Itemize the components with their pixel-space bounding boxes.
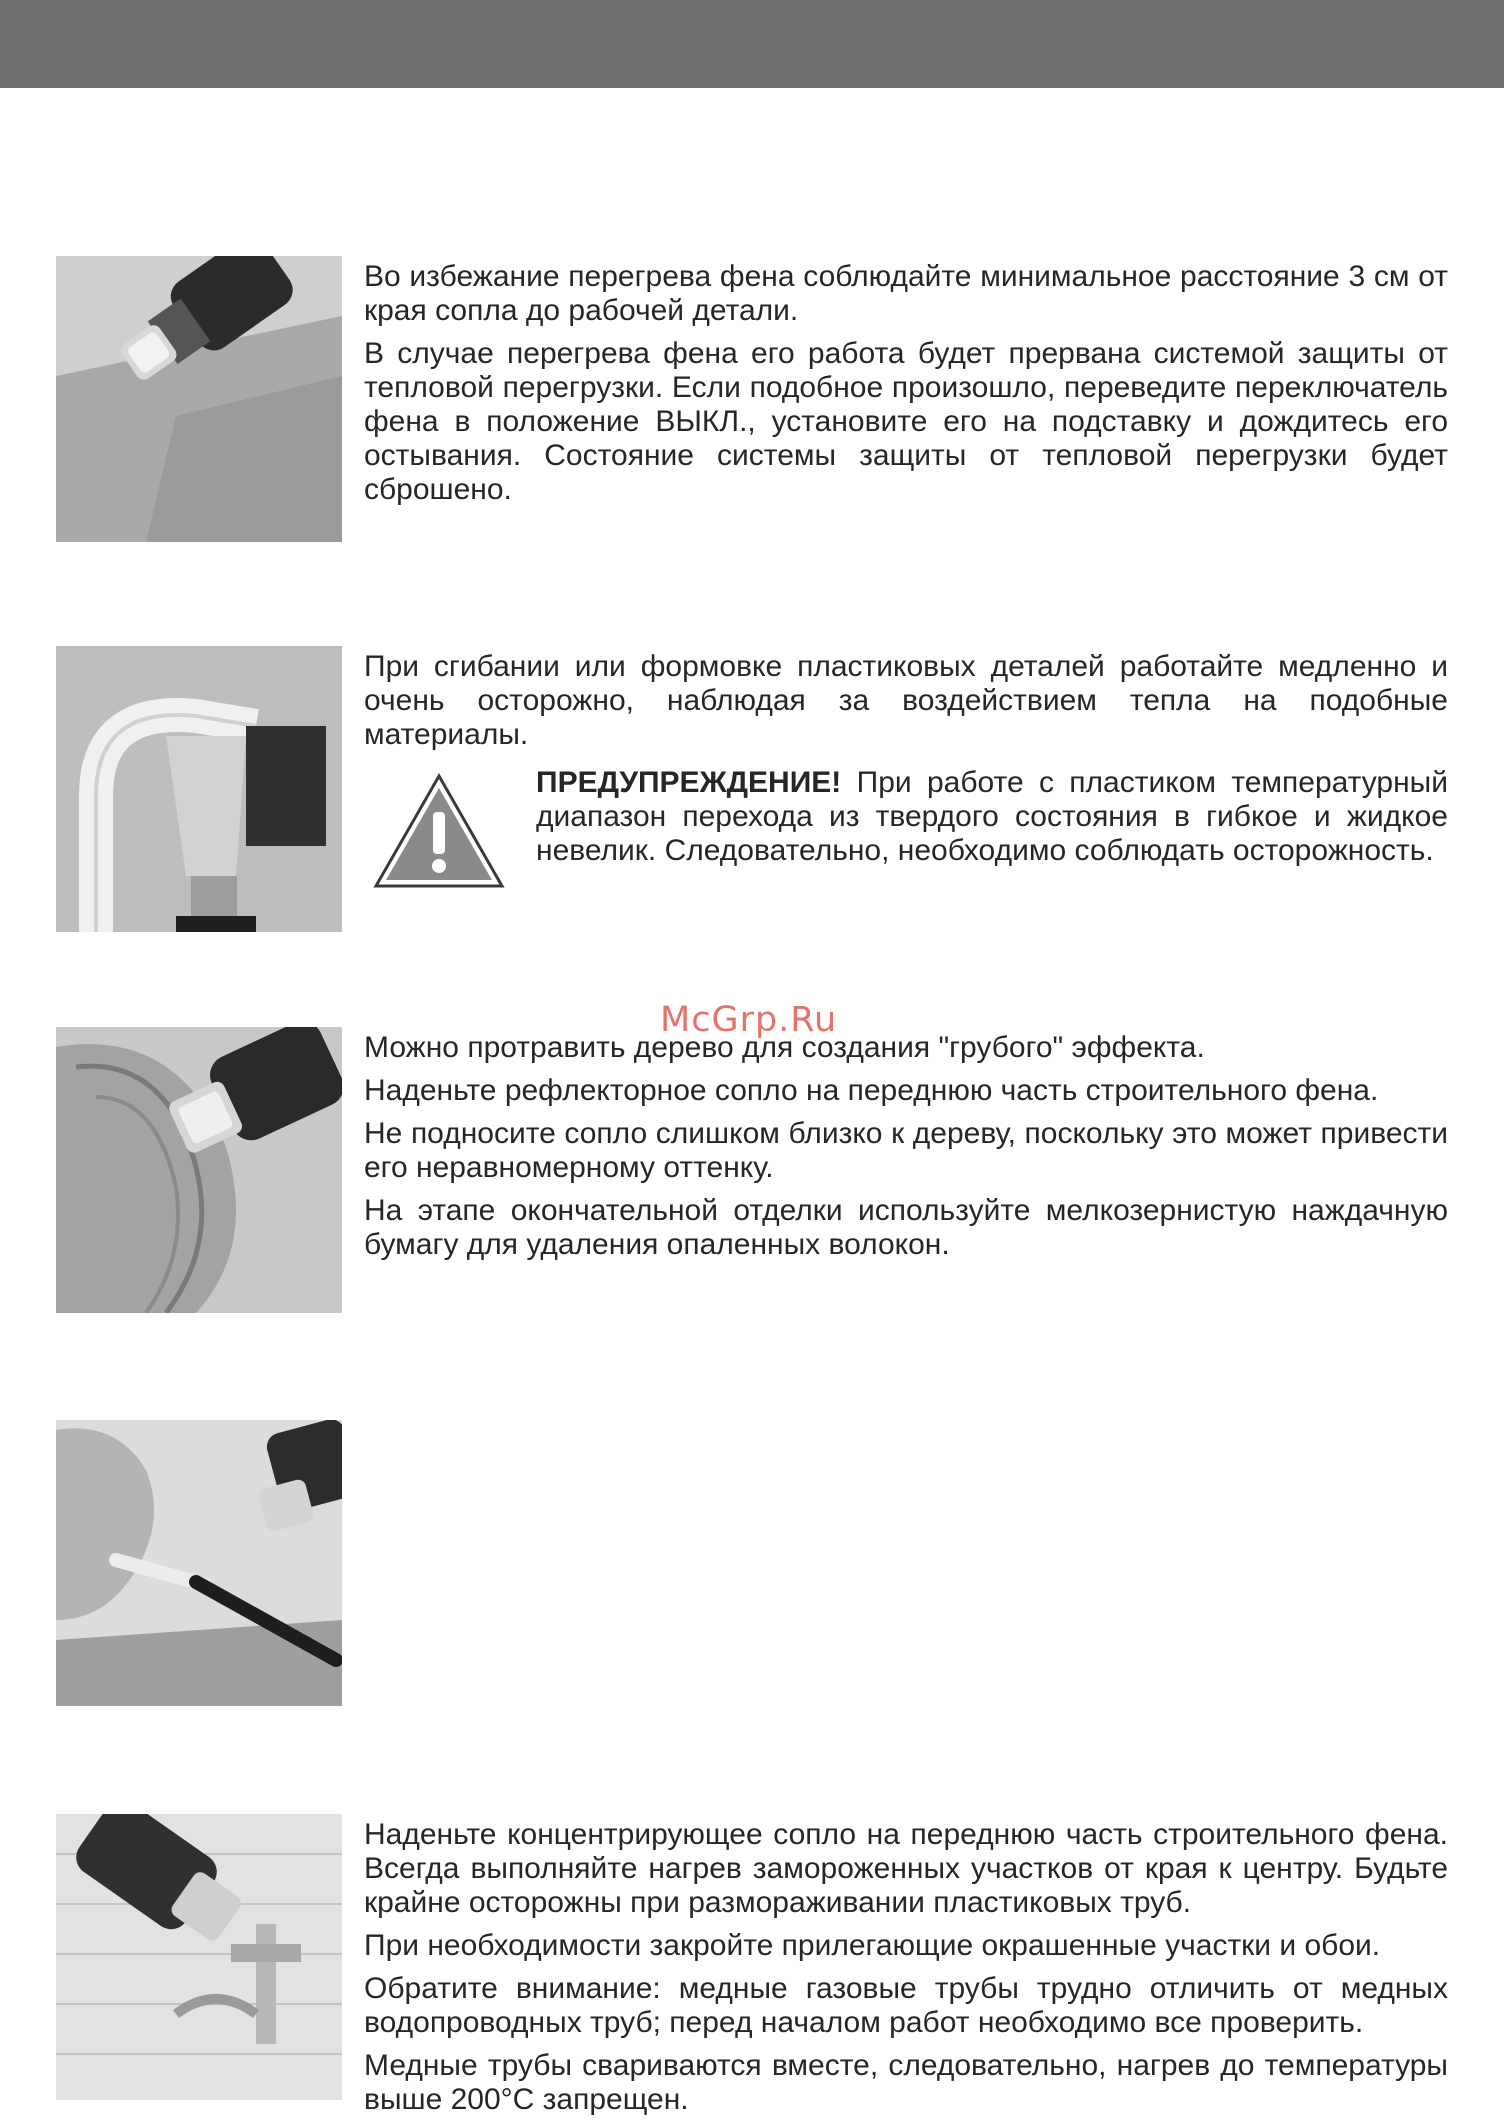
- section-text: [364, 1031, 1448, 1271]
- heat-gun-on-wood-icon: [56, 1027, 342, 1313]
- section-text: [364, 260, 1448, 516]
- paragraph: В случае перегрева фена его работа будет прервана системой защиты от тепловой перегрузки. Если подобное произошло, переведите переключатель фена в положение ВЫКЛ., установите его на подставку и дождитесь его остывания. Состояние системы защиты от тепловой перегрузки будет сброшено.: [364, 337, 1448, 506]
- heat-gun-on-surface-icon: [56, 256, 342, 542]
- section-text: [364, 1818, 1448, 2126]
- warning-body: При работе с пластиком температурный диапазон перехода из твердого состояния в гибкое и жидкое невелик. Следовательно, необходимо соблюдать осторожность.: [536, 766, 1448, 867]
- paragraph: Наденьте рефлекторное сопло на переднюю часть строительного фена.: [364, 1074, 1379, 1107]
- paragraph: Во избежание перегрева фена соблюдайте минимальное расстояние 3 см от края сопла до рабочей детали.: [364, 260, 1448, 327]
- paragraph: При сгибании или формовке пластиковых деталей работайте медленно и очень осторожно, наблюдая за воздействием тепла на подобные материалы.: [364, 650, 1448, 751]
- heat-gun-shrink-tube-icon: [56, 1420, 342, 1706]
- section-text: [364, 650, 1448, 906]
- warning-block: [364, 766, 1448, 906]
- paragraph: Обратите внимание: медные газовые трубы трудно отличить от медных водопроводных труб; перед началом работ необходимо все проверить.: [364, 1972, 1448, 2039]
- watermark: McGrp.Ru: [660, 1000, 838, 1040]
- heat-gun-bending-pipe-icon: [56, 646, 342, 932]
- warning-text: [536, 766, 1448, 868]
- header-bar: [0, 0, 1504, 88]
- paragraph: Наденьте концентрирующее сопло на переднюю часть строительного фена. Всегда выполняйте нагрев замороженных участков от края к центру. Будьте крайне осторожны при размораживании пластиковых труб.: [364, 1818, 1448, 1919]
- warning-triangle-icon: [372, 772, 506, 890]
- paragraph: При необходимости закройте прилегающие окрашенные участки и обои.: [364, 1929, 1381, 1962]
- paragraph: Медные трубы свариваются вместе, следовательно, нагрев до температуры выше 200°С запрещен.: [364, 2049, 1448, 2116]
- paragraph: На этапе окончательной отделки используйте мелкозернистую наждачную бумагу для удаления опаленных волокон.: [364, 1194, 1448, 1261]
- paragraph: Не подносите сопло слишком близко к дереву, поскольку это может привести его неравномерному оттенку.: [364, 1117, 1448, 1184]
- paragraph: Можно протравить дерево для создания "грубого" эффекта.: [364, 1031, 1205, 1064]
- heat-gun-frozen-tap-icon: [56, 1814, 342, 2100]
- warning-title: ПРЕДУПРЕЖДЕНИЕ!: [536, 766, 842, 799]
